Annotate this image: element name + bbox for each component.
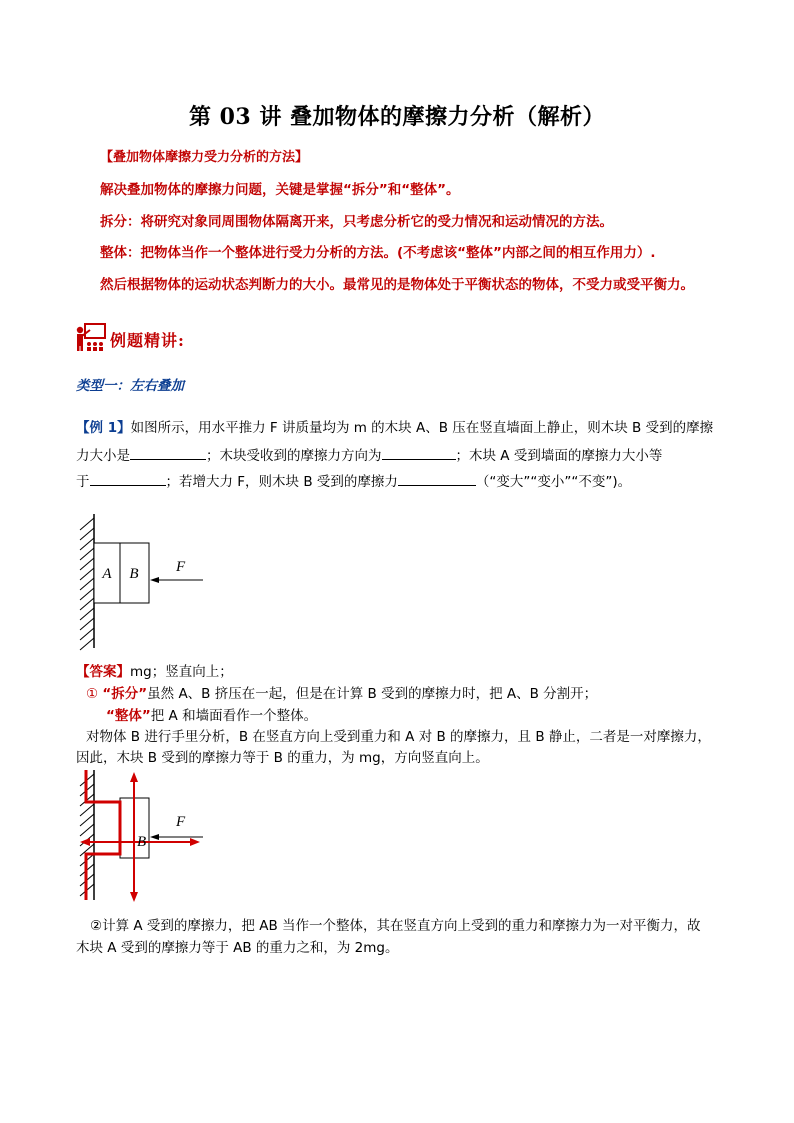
whole-a-wall-outline: [86, 770, 120, 900]
label-b-2: B: [137, 834, 147, 850]
answer-blank-4[interactable]: [398, 472, 476, 486]
answer-p1: [86, 682, 597, 702]
example-text-2b: ；木块受收到的摩擦力方向为: [206, 448, 382, 464]
answer-blank-3[interactable]: [90, 472, 166, 486]
section-title: 例题精讲:: [110, 331, 185, 350]
example-text-1: 如图所示，用水平推力 F 讲质量均为 m 的木块 A、B 压在竖直墙面上静止，则木块 B 受到的摩擦: [130, 420, 714, 436]
page-title: 第 03 讲 叠加物体的摩擦力分析（解析）: [188, 104, 606, 130]
answer-p4: 因此，木块 B 受到的摩擦力等于 B 的重力，为 mg，方向竖直向上。: [76, 750, 489, 766]
method-heading: 【叠加物体摩擦力受力分析的方法】: [100, 150, 309, 165]
example-line-3: [76, 470, 631, 490]
answer-p6: 木块 A 受到的摩擦力等于 AB 的重力之和，为 2mg。: [76, 940, 399, 956]
answer-value: mg；竖直向上；: [130, 664, 233, 680]
quote-split: “拆分”: [102, 686, 148, 702]
type-title: 类型一：左右叠加: [76, 378, 184, 394]
force-arrow: [150, 577, 159, 583]
example-text-3c: （“变大”“变小”“不变”)。: [475, 474, 632, 490]
example-text-2c: ；木块 A 受到墙面的摩擦力大小等: [455, 448, 663, 464]
example-text-3a: 于: [76, 474, 90, 490]
answer-blank-2[interactable]: [382, 446, 456, 460]
quote-whole: “整体”: [106, 708, 151, 724]
figure-force-analysis: [70, 766, 220, 906]
label-f-2: F: [176, 814, 186, 830]
label-f: F: [176, 559, 186, 575]
method-line-4: 然后根据物体的运动状态判断力的大小。最常见的是物体处于平衡状态的物体，不受力或受平衡力。: [100, 277, 694, 293]
example-line-2: [76, 444, 662, 464]
answer-blank-1[interactable]: [130, 446, 206, 460]
teacher-lecture-icon: [74, 322, 108, 352]
example-line-1: [76, 416, 713, 436]
answer-p2-text: 把 A 和墙面看作一个整体。: [150, 708, 318, 724]
example-tag: 【例 1】: [76, 420, 131, 436]
label-b: B: [129, 566, 139, 582]
answer-p2: [106, 704, 317, 724]
method-line-1: 解决叠加物体的摩擦力问题，关键是掌握“拆分”和“整体”。: [100, 182, 460, 198]
figure-blocks-wall: [70, 508, 220, 654]
answer-p3: 对物体 B 进行手里分析，B 在竖直方向上受到重力和 A 对 B 的摩擦力，且 B 静止，二者是一对摩擦力，: [86, 729, 711, 745]
answer-p5: ②计算 A 受到的摩擦力，把 AB 当作一个整体，其在竖直方向上受到的重力和摩擦力为一对平衡力，故: [90, 918, 701, 934]
example-text-3b: ；若增大力 F，则木块 B 受到的摩擦力: [165, 474, 398, 490]
method-line-3: 整体：把物体当作一个整体进行受力分析的方法。(不考虑该“整体”内部之间的相互作用力）.: [100, 245, 656, 261]
answer-tag: 【答案】: [76, 664, 130, 680]
label-a: A: [102, 566, 112, 582]
circle-number-1: ①: [86, 686, 99, 702]
method-line-2: 拆分：将研究对象同周围物体隔离开来，只考虑分析它的受力情况和运动情况的方法。: [100, 214, 613, 230]
example-text-2a: 力大小是: [76, 448, 130, 464]
answer-p1-text: 虽然 A、B 挤压在一起，但是在计算 B 受到的摩擦力时，把 A、B 分割开；: [147, 686, 598, 702]
answer-line: [76, 660, 233, 680]
